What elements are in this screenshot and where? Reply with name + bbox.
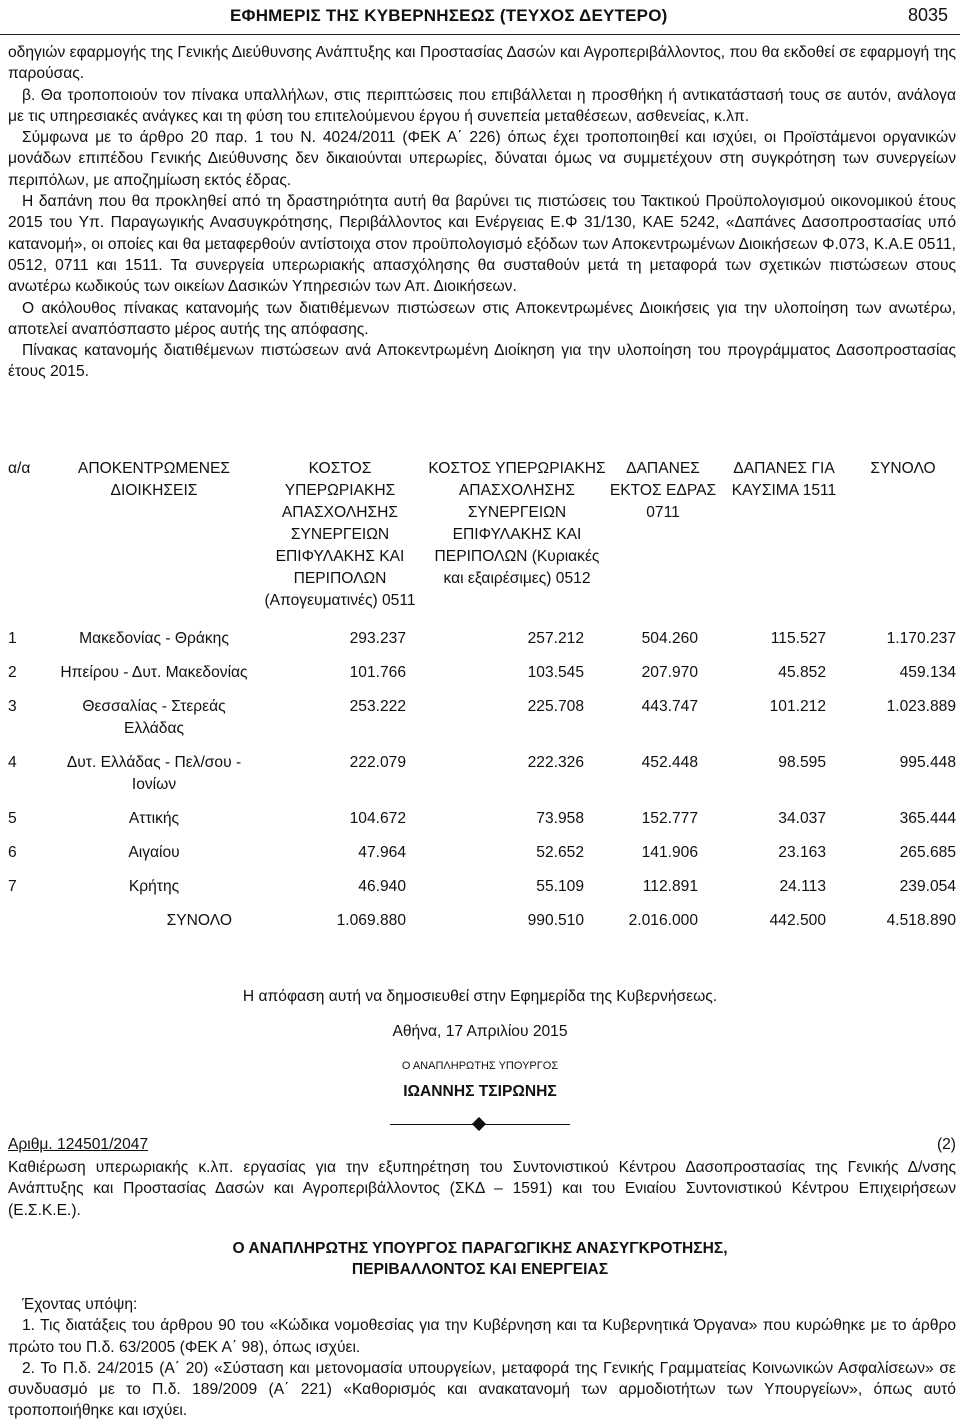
column-header: α/α — [8, 460, 31, 477]
cell: 3 — [8, 698, 17, 715]
cell: 452.448 — [641, 754, 698, 771]
cell: 115.527 — [770, 630, 826, 647]
cell: 442.500 — [769, 912, 826, 929]
cell: 1 — [8, 630, 17, 647]
ministry-heading-line2: ΠΕΡΙΒΑΛΛΟΝΤΟΣ ΚΑΙ ΕΝΕΡΓΕΙΑΣ — [351, 1261, 609, 1278]
cell: 1.069.880 — [336, 912, 406, 929]
cell: 225.708 — [527, 698, 584, 715]
paragraph: Ο ακόλουθος πίνακας κατανομής των διατιθέμενων πιστώσεων στις Αποκεντρωμένες Διοικήσεις για την υλοποίηση των ανωτέρω, αποτελεί αναπόσπαστο μέρος αυτής της απόφασης. — [8, 299, 956, 338]
table-total-row — [8, 904, 958, 938]
cell: 995.448 — [899, 754, 956, 771]
cell: 52.652 — [536, 844, 584, 861]
cell: 104.672 — [349, 810, 406, 827]
gazette-title: ΕΦΗΜΕΡΙΣ ΤΗΣ ΚΥΒΕΡΝΗΣΕΩΣ (ΤΕΥΧΟΣ ΔΕΥΤΕΡΟ) — [230, 6, 668, 25]
cell — [8, 904, 56, 938]
cell: 34.037 — [778, 810, 826, 827]
column-header: ΚΟΣΤΟΣ ΥΠΕΡΩΡΙΑΚΗΣ ΑΠΑΣΧΟΛΗΣΗΣ ΣΥΝΕΡΓΕΙΩΝ ΕΠΙΦΥΛΑΚΗΣ ΚΑΙ ΠΕΡΙΠΟΛΩΝ (Κυριακές και εξαιρέσιμες) 0512 — [428, 460, 606, 587]
table-row — [8, 870, 958, 904]
cell: Ηπείρου - Δυτ. Μακεδονίας — [60, 664, 248, 681]
cell: 7 — [8, 878, 17, 895]
cell: 141.906 — [641, 844, 698, 861]
table-row — [8, 622, 958, 656]
cell: 459.134 — [899, 664, 956, 681]
cell: Δυτ. Ελλάδας - Πελ/σου - Ιονίων — [66, 754, 242, 793]
diamond-ornament-icon — [472, 1117, 486, 1131]
column-header: ΣΥΝΟΛΟ — [870, 460, 936, 477]
cell: Αιγαίου — [128, 844, 180, 861]
paragraph: Καθιέρωση υπερωριακής κ.λπ. εργασίας για την εξυπηρέτηση του Συντονιστικού Κέντρου Δασοπροστασίας της Γενικής Δ/νσης Ανάπτυξης και Προστασίας Δασών και Αγροπεριβάλλοντος (ΣΚΔ – 1591) και του Ενιαίου Συντονιστικού Κέντρου Επιχειρήσεων (Ε.Σ.Κ.Ε.). — [8, 1159, 956, 1219]
cell: 239.054 — [899, 878, 956, 895]
page-number: 8035 — [907, 5, 948, 25]
paragraph: β. Θα τροποποιούν τον πίνακα υπαλλήλων, στις περιπτώσεις που επιβάλλεται η προσθήκη ή αντικατάστασή τους σε αυτόν, ανάλογα με τις υπηρεσιακές ανάγκες και τη φύση του επιτελούμενου έργου ή συνεπεία μεταθέσεων, ασθενείας, κ.λπ. — [8, 86, 956, 125]
intro-text — [8, 42, 956, 383]
table-header-row — [8, 458, 958, 622]
cell: 24.113 — [779, 878, 826, 895]
column-header: ΚΟΣΤΟΣ ΥΠΕΡΩΡΙΑΚΗΣ ΑΠΑΣΧΟΛΗΣΗΣ ΣΥΝΕΡΓΕΙΩΝ ΕΠΙΦΥΛΑΚΗΣ ΚΑΙ ΠΕΡΙΠΟΛΩΝ (Απογευματινές) 0511 — [264, 460, 416, 609]
table-row — [8, 802, 958, 836]
cell: 2.016.000 — [628, 912, 698, 929]
cell: 265.685 — [899, 844, 956, 861]
allocation-table — [8, 458, 958, 938]
decision-number: Αριθμ. 124501/2047 — [8, 1136, 149, 1153]
table-row — [8, 690, 958, 746]
cell: 443.747 — [641, 698, 698, 715]
cell: 103.545 — [527, 664, 584, 681]
cell: 1.170.237 — [886, 630, 956, 647]
cell: 365.444 — [899, 810, 956, 827]
cell: 46.940 — [358, 878, 406, 895]
paragraph: οδηγιών εφαρμογής της Γενικής Διεύθυνσης Ανάπτυξης και Προστασίας Δασών και Αγροπεριβάλλοντος, που θα εκδοθεί σε εφαρμογή της παρούσας. — [8, 44, 956, 83]
paragraph: Σύμφωνα με το άρθρο 20 παρ. 1 του Ν. 4024/2011 (ΦΕΚ Α΄ 226) όπως έχει τροποποιηθεί και ισχύει, οι Προϊστάμενοι οργανικών μονάδων επιπέδου Γενικής Διεύθυνσης δεν δικαιούνται υπερωρίες, δύναται όμως να συμμετέχουν στη συγκρότηση των συνεργείων περιπόλων, με αποζημίωση εκτός έδρας. — [8, 129, 956, 189]
cell: 101.766 — [349, 664, 406, 681]
column-header: ΔΑΠΑΝΕΣ ΕΚΤΟΣ ΕΔΡΑΣ 0711 — [609, 460, 717, 521]
table-row — [8, 836, 958, 870]
signatory-name: ΙΩΑΝΝΗΣ ΤΣΙΡΩΝΗΣ — [403, 1083, 557, 1100]
cell: 5 — [8, 810, 17, 827]
ministry-heading-line1: Ο ΑΝΑΠΛΗΡΩΤΗΣ ΥΠΟΥΡΓΟΣ ΠΑΡΑΓΩΓΙΚΗΣ ΑΝΑΣΥΓΚΡΟΤΗΣΗΣ, — [232, 1240, 728, 1257]
total-label: ΣΥΝΟΛΟ — [166, 912, 232, 929]
cell: 112.891 — [642, 878, 698, 895]
cell: Κρήτης — [128, 878, 180, 895]
cell: 47.964 — [358, 844, 406, 861]
considerations — [8, 1294, 956, 1422]
column-header: ΑΠΟΚΕΝΤΡΩΜΕΝΕΣ ΔΙΟΙΚΗΣΕΙΣ — [77, 460, 231, 499]
paragraph: Πίνακας κατανομής διατιθέμενων πιστώσεων ανά Αποκεντρωμένη Διοίκηση για την υλοποίηση του προγράμματος Δασοπροστασίας έτους 2015. — [8, 342, 956, 381]
paragraph: 2. Το Π.δ. 24/2015 (Α΄ 20) «Σύσταση και μετονομασία υπουργείων, μεταφορά της Γενικής Γραμματείας Κοινωνικών Ασφαλίσεων» σε συνδυασμό με το Π.δ. 189/2009 (Α΄ 221) «Καθορισμός και ανακατανομή των αρμοδιοτήτων των Υπουργείων», όπως αυτό τροποποιήθηκε και ισχύει. — [8, 1359, 956, 1420]
cell: 55.109 — [536, 878, 584, 895]
cell: 222.079 — [349, 754, 406, 771]
signing-date: Αθήνα, 17 Απριλίου 2015 — [392, 1023, 568, 1040]
table-row — [8, 656, 958, 690]
cell: 23.163 — [778, 844, 826, 861]
cell: 257.212 — [527, 630, 584, 647]
cell: 4.518.890 — [886, 912, 956, 929]
decision-subject — [8, 1157, 956, 1221]
cell: 101.212 — [769, 698, 826, 715]
cell: 6 — [8, 844, 17, 861]
cell: 504.260 — [641, 630, 698, 647]
table-row — [8, 746, 958, 802]
cell: 253.222 — [349, 698, 406, 715]
cell: 990.510 — [527, 912, 584, 929]
cell: 73.958 — [536, 810, 584, 827]
cell: 1.023.889 — [886, 698, 956, 715]
cell: Θεσσαλίας - Στερεάς Ελλάδας — [82, 698, 226, 737]
publication-note: Η απόφαση αυτή να δημοσιευθεί στην Εφημερίδα της Κυβερνήσεως. — [242, 988, 718, 1005]
paragraph: 1. Τις διατάξεις του άρθρου 90 του «Κώδικα νομοθεσίας για την Κυβέρνηση και τα Κυβερνητικά Όργανα» που κυρώθηκε με το άρθρο πρώτο του Π.δ. 63/2005 (ΦΕΚ Α΄ 98), όπως ισχύει. — [8, 1317, 956, 1356]
cell: 152.777 — [641, 810, 698, 827]
cell: 98.595 — [778, 754, 826, 771]
cell: 222.326 — [527, 754, 584, 771]
cell: 4 — [8, 754, 17, 771]
cell: 293.237 — [349, 630, 406, 647]
cell: Αττικής — [128, 810, 180, 827]
cell: 45.852 — [778, 664, 826, 681]
decision-index: (2) — [936, 1136, 956, 1153]
cell: 2 — [8, 664, 17, 681]
cell: Μακεδονίας - Θράκης — [79, 630, 229, 647]
paragraph: Η δαπάνη που θα προκληθεί από τη δραστηριότητα αυτή θα βαρύνει τις πιστώσεις του Τακτικού Προϋπολογισμού οικονομικού έτους 2015 του Υπ. Παραγωγικής Ανασυγκρότησης, Περιβάλλοντος και Ενέργειας Ε.Φ 31/130, ΚΑΕ 5242, «Δαπάνες Δασοπροστασίας υπό κατανομή», οι οποίες και θα μεταφερθούν αντίστοιχα στον προϋπολογισμό εξόδων των Αποκεντρωμένων Διοικήσεων Φ.073, Κ.Α.Ε 0511, 0512, 0711 και 1511. Τα συνεργεία υπερωριακής απασχόλησης θα συσταθούν μετά τη μεταφορά των σχετικών πιστώσεων στους ανωτέρω κωδικούς των οικείων Δασικών Υπηρεσιών των Απ. Διοικήσεων. — [8, 193, 956, 296]
cell: 207.970 — [641, 664, 698, 681]
paragraph: Έχοντας υπόψη: — [22, 1296, 138, 1313]
signatory-role: Ο ΑΝΑΠΛΗΡΩΤΗΣ ΥΠΟΥΡΓΟΣ — [401, 1060, 559, 1072]
page-header — [0, 0, 960, 35]
column-header: ΔΑΠΑΝΕΣ ΓΙΑ ΚΑΥΣΙΜΑ 1511 — [731, 460, 837, 499]
